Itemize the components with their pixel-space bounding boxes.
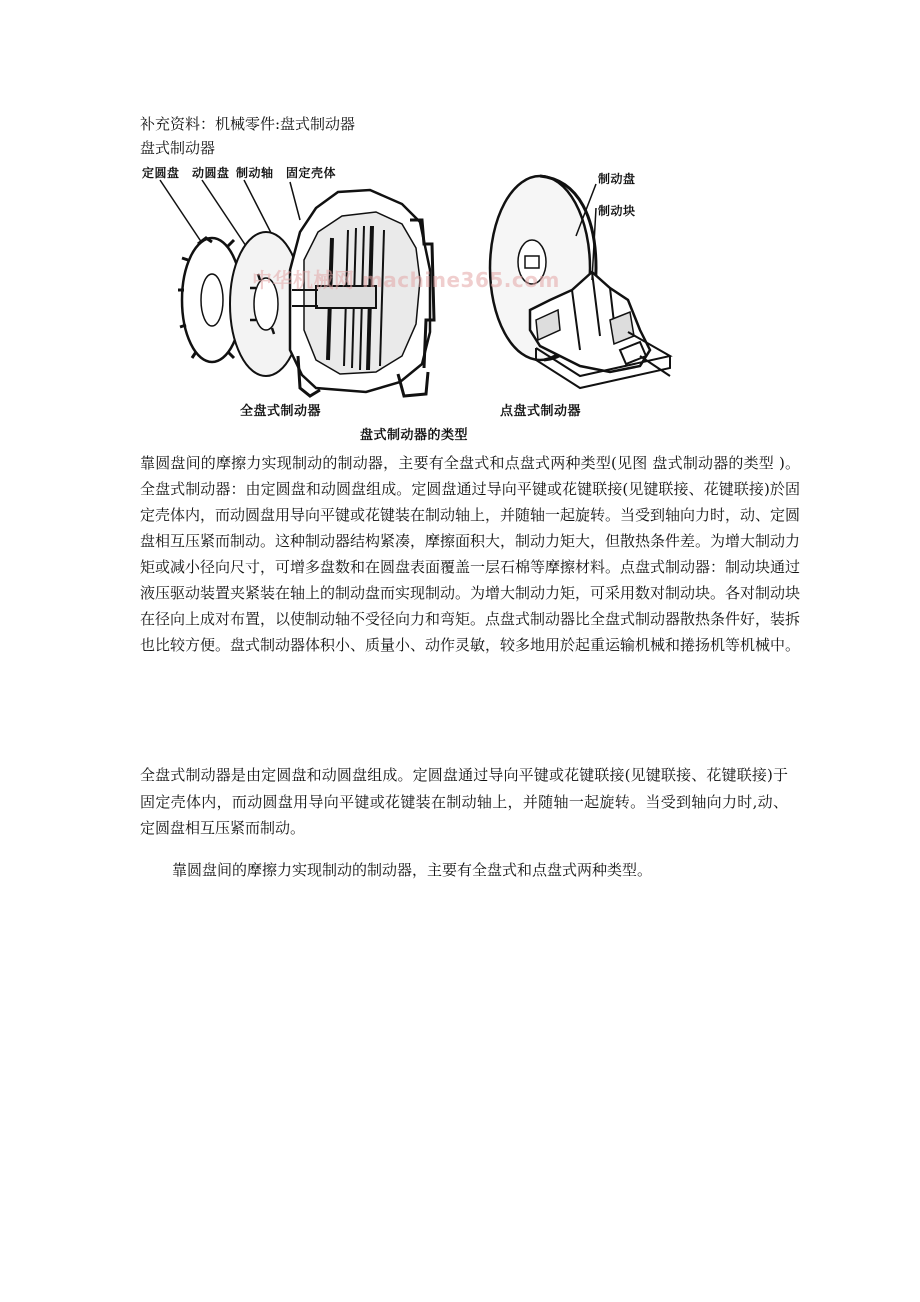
supplement-title: 补充资料：机械零件:盘式制动器 [140, 115, 356, 133]
label-brake-disc: 制动盘 [598, 172, 636, 186]
section-title: 盘式制动器 [140, 139, 216, 157]
brake-housing-part [290, 190, 434, 396]
label-spot-disc-brake: 点盘式制动器 [500, 404, 582, 419]
figure-caption: 盘式制动器的类型 [360, 428, 469, 443]
paragraph-summary: 靠圆盘间的摩擦力实现制动的制动器，主要有全盘式和点盘式两种类型。 [172, 861, 653, 879]
watermark-text: 中华机械网 machine365.com [252, 268, 560, 292]
paragraph-disc-brake-description: 靠圆盘间的摩擦力实现制动的制动器，主要有全盘式和点盘式两种类型(见图 盘式制动器的类型 )。全盘式制动器：由定圆盘和动圆盘组成。定圆盘通过导向平键或花键联接(见键联接、花键联接)於固定壳体内，而动圆盘用导向平键或花键装在制动轴上，并随轴一起旋转。当受到轴向力时，动、定圆盘相互压紧而制动。这种制动器结构紧凑，摩擦面积大，制动力矩大，但散热条件差。为增大制动力矩或减小径向尺寸，可增多盘数和在圆盘表面覆盖一层石棉等摩擦材料。点盘式制动器：制动块通过液压驱动装置夹紧装在轴上的制动盘而实现制动。为增大制动力矩，可采用数对制动块。各对制动块在径向上成对布置，以使制动轴不受径向力和弯矩。点盘式制动器比全盘式制动器散热条件好，装拆也比较方便。盘式制动器体积小、质量小、动作灵敏，较多地用於起重运输机械和捲扬机等机械中。 [140, 454, 801, 654]
label-brake-block: 制动块 [598, 204, 636, 218]
label-fixed-disc: 定圆盘 [142, 166, 180, 180]
disc-brake-figure [140, 160, 680, 446]
label-moving-disc: 动圆盘 [192, 166, 230, 180]
label-housing: 固定壳体 [286, 166, 337, 180]
label-brake-shaft: 制动轴 [236, 166, 274, 180]
paragraph-full-disc-brake: 全盘式制动器是由定圆盘和动圆盘组成。定圆盘通过导向平键或花键联接(见键联接、花键联接)于固定壳体内，而动圆盘用导向平键或花键装在制动轴上，并随轴一起旋转。当受到轴向力时,动、定圆盘相互压紧而制动。 [140, 766, 788, 837]
label-full-disc-brake: 全盘式制动器 [240, 404, 322, 419]
